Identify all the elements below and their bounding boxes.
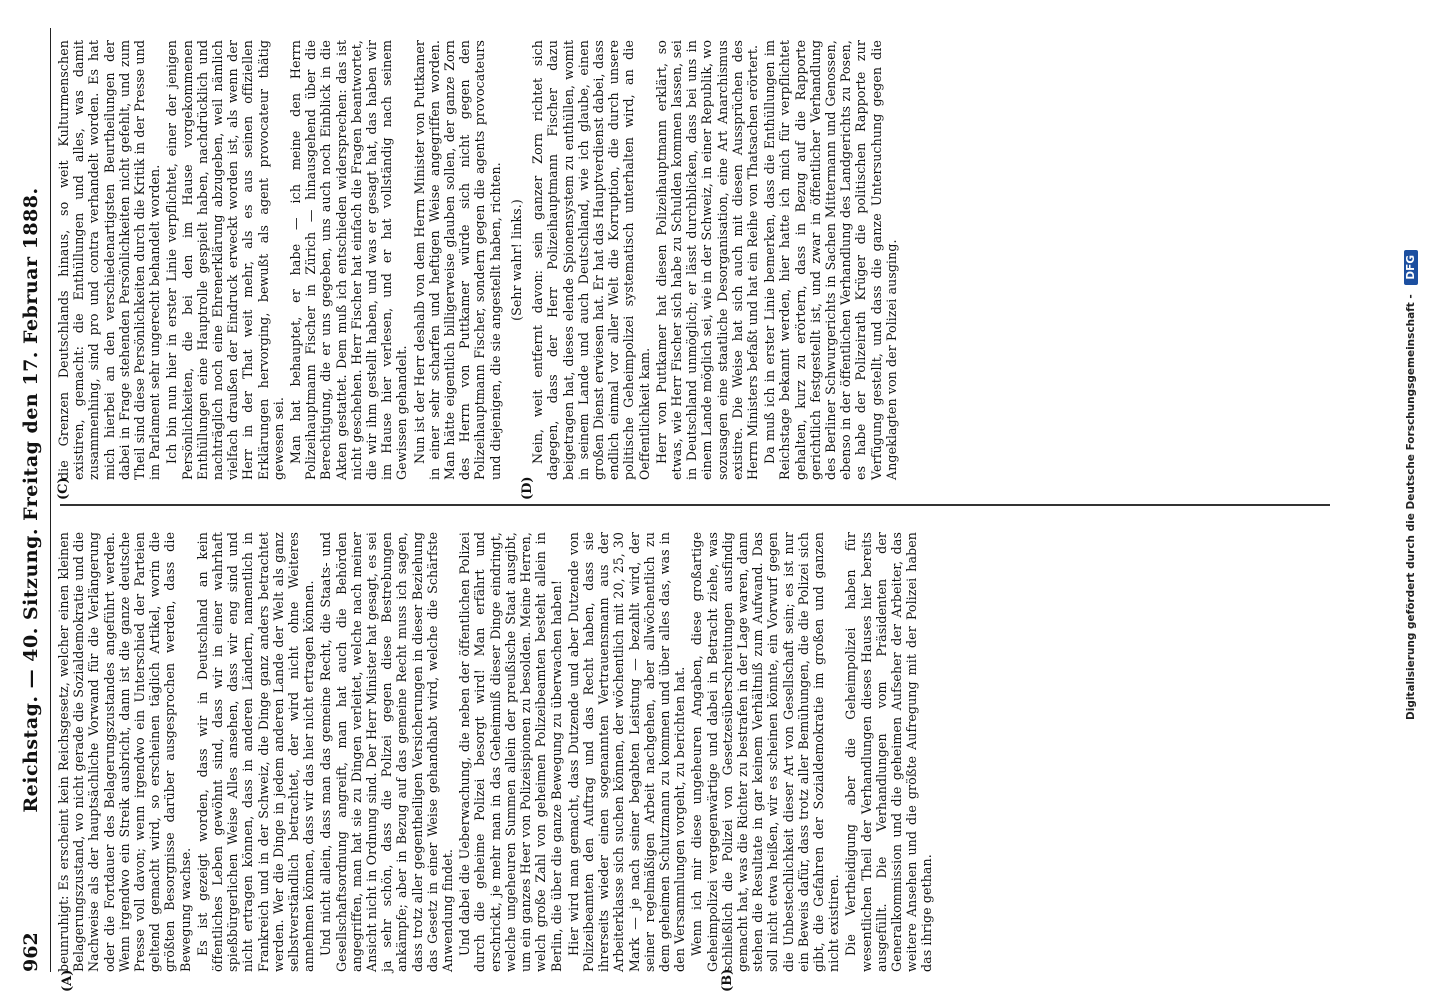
dfg-credit-text: Digitalisierung gefördert durch die Deutsche Forschungsgemeinschaft - (1405, 294, 1417, 720)
page-header (16, 28, 51, 972)
paragraph: die Grenzen Deutschlands hinaus, so weit Kulturmenschen existiren, gemacht: die Enthüllungen und alles, was damit zusammenhing, sind pro und contra verhandelt worden. Es hat mich hierbei an den verschiedenartigsten Beurtheilungen der dabei in Frage stehenden Persönlichkeiten nicht gefehlt, und zum Theil sind diese Persönlichkeiten durch die Kritik in der Presse und im Parlament sehr ungerecht behandelt worden. (56, 40, 163, 480)
paragraph: Herr von Puttkamer hat diesen Polizeihauptmann erklärt, so etwas, wie Herr Fischer sich habe zu Schulden kommen lassen, sei in Deutschland unmöglich; er lässt durchblicken, dass bei uns in einem Lande möglich sei, wie in der Schweiz, in einer Republik, wo sozusagen eine staatliche Desorganisation, eine Art Anarchismus existire. Die Weise hat sich auch mit diesen Aussprüchen des Herrn Ministers befaßt und hat ein Reihe von Thatsachen erörtert. (653, 40, 760, 480)
right-column (56, 40, 901, 480)
margin-marker-b: (B) (720, 968, 735, 992)
paragraph: Und dabei die Ueberwachung, die neben der öffentlichen Polizei durch die geheime Polizei besorgt wird! Man erfährt und erschrickt, je mehr man in das Geheimniß dieser Dinge eindringt, welche ungeheuren Summen allein der preußische Staat ausgibt, um ein ganzes Heer von Polizeispionen zu besolden. Meine Herren, welch große Zahl von geheimen Polizeibeamten besteht allein in Berlin, die über die ganze Bewegung zu überwachen haben! (457, 532, 564, 972)
left-column (56, 532, 937, 972)
paragraph: Hier wird man gemacht, dass Dutzende und aber Dutzende von Polizeibeamten den Auftrag und das Recht haben, dass sie ihrerseits wieder einen sogenannten Vertrauensmann aus der Arbeiterklasse sich suchen können, der wöchentlich mit 20, 25, 30 Mark — je nach seiner begabten Leistung — bezahlt wird, der seiner regelmäßigen Arbeit nachgehen, aber allwöchentlich zu dem geheimen Schutzmann zu kommen und über alles das, was in den Versammlungen vorgeht, zu berichten hat. (565, 532, 688, 972)
paragraph: Nun ist der Herr deshalb von dem Herrn Minister von Puttkamer in einer sehr scharfen und heftigen Weise angegriffen worden. Man hätte eigentlich billigerweise glauben sollen, der ganze Zorn des Herrn von Puttkamer würde sich nicht gegen den Polizeihauptmann Fischer, sondern gegen die agents provocateurs und diejenigen, die sie angestellt haben, richten. (411, 40, 503, 480)
dfg-credit (1404, 0, 1428, 720)
paragraph: Da muß ich in erster Linie bemerken, dass die Enthüllungen im Reichstage bekannt werden, hier hatte ich mich für verpflichtet gehalten, kurz zu erörtern, dass in Bezug auf die Rapporte gerichtlich festgestellt ist, und zwar in öffentlicher Verhandlung des Berliner Schwurgerichts in Sachen Mittermann und Genossen, ebenso in der öffentlichen Verhandlung des Landgerichts zu Posen, es habe der Polizeirath Krüger die politischen Rapporte zur Verfügung gestellt, und dass die ganze Untersuchung gegen die Angeklagten von der Polizei ausging. (762, 40, 899, 480)
dfg-logo: DFG (1404, 250, 1418, 285)
paragraph: Und nicht allein, dass man das gemeine Recht, die Staats- und Gesellschaftsordnung angreift, man hat auch die Behörden angegriffen, man hat sie zu Dingen verleitet, welche nach meiner Ansicht nicht in Ordnung sind. Der Herr Minister hat gesagt, es sei ja sehr schön, dass die Polizei gegen diese Bestrebungen ankämpfe; aber in Bezug auf das gemeine Recht muss ich sagen, dass trotz aller gegentheiligen Versicherungen in dieser Beziehung das Gesetz in einer Weise gehandhabt wird, welche die Schärfste Anwendung findet. (318, 532, 456, 972)
interjection: (Sehr wahr! links.) (508, 199, 524, 321)
paragraph: beunruhigt: Es erscheint kein Reichsgesetz, welcher einen kleinen Belagerungszustand, wo nicht gerade die Sozialdemokratie und die Nachweise als der hauptsächliche Vorwand für die Verlängerung oder die Fortdauer des Belagerungszustandes angeführt werden. Wenn irgendwo ein Streik ausbricht, dann ist die ganze deutsche Presse voll davon; wenn irgendwo ein Unterschied der Parteien geltend gemacht wird, so erscheinen täglich Artikel, worin die größten Besorgnisse darüber ausgesprochen werden, dass die Bewegung wachse. (56, 532, 193, 972)
margin-marker-d: (D) (520, 476, 535, 500)
column-divider (60, 505, 1330, 507)
margin-marker-a: (A) (60, 969, 75, 992)
paragraph: Wenn ich mir diese ungeheuren Angaben, diese großartige Geheimpolizei vergegenwärtige und dabei in Betracht ziehe, was schließlich die Polizei von Gesetzesüberschreitungen ausfindig gemacht hat, was die Richter zu bestrafen in der Lage waren, dann stehen die Resultate in gar keinem Verhältniß zum Aufwand. Das soll nicht etwa heißen, wir es scheinen könnte, ein Vorwurf gegen die Unbestechlichkeit dieser Art von Gesellschaft sein; es ist nur ein Beweis dafür, dass trotz aller Bemühungen, die die Polizei sich gibt, die Gefahren der Sozialdemokratie im großen und ganzen nicht existiren. (689, 532, 842, 972)
margin-marker-c: (C) (56, 477, 71, 500)
paragraph: Ich bin nun hier in erster Linie verpflichtet, einer der jenigen Persönlichkeiten, die bei den im Hause vorgekommenen Enthüllungen eine Hauptrolle gespielt haben, nachdrücklich und nachträglich noch eine Ehrenerklärung abzugeben, weil nämlich vielfach draußen der Eindruck erweckt worden ist, als wenn der Herr in der That weit mehr, als es aus seinen offiziellen Erklärungen hervorging, bewußt als agent provocateur thätig gewesen sei. (164, 40, 286, 480)
paragraph: Es ist gezeigt worden, dass wir in Deutschland an kein öffentliches Leben gewöhnt sind, dass wir in einer wahrhaft spießbürgerlichen Weise Alles ansehen, dass wir eng sind und nicht ertragen können, dass in anderen Ländern, namentlich in Frankreich und in der Schweiz, die Dinge ganz anders betrachtet werden. Wer die Dinge in jedem anderen Lande der Welt als ganz selbstverständlich betrachtet, der wird nicht ohne Weiteres annehmen können, dass wir das hier nicht ertragen können. (194, 532, 317, 972)
paragraph: Die Vertheidigung aber die Geheimpolizei haben für wesentlichen Theil der Verhandlungen dieses Hauses hier bereits ausgefüllt. Die Verhandlungen vom Präsidenten der Generalkommission und die geheimen Aufseher der Arbeiter, das weitere Ansehen und die größte Aufregung mit der Polizei haben das ihrige gethan. (843, 532, 935, 972)
paragraph: Nein, weit entfernt davon: sein ganzer Zorn richtet sich dagegen, dass der Herr Polizeihauptmann Fischer dazu beigetragen hat, dieses elende Spionensystem zu enthüllen, womit in seinem Lande und auch Deutschland, wie ich glaube, einen großen Dienst erwiesen hat. Er hat das Hauptverdienst dabei, dass endlich einmal vor aller Welt die Korruption, die durch unsere politische Geheimpolizei systematisch unterhalten wird, an die Oeffentlichkeit kam. (530, 40, 652, 480)
page-title: Reichstag. — 40. Sitzung. Freitag den 17. Februar 1888. (20, 187, 42, 813)
page-number: 962 (20, 932, 42, 972)
paragraph: Man hat behauptet, er habe — ich meine den Herrn Polizeihauptmann Fischer in Zürich — hinausgehend über die Berechtigung, die er uns gegeben, uns auch noch Einblick in die Akten gestattet. Dem muß ich entschieden widersprechen: das ist nicht geschehen. Herr Fischer hat einfach die Fragen beantwortet, die wir ihm gestellt haben, und was er gesagt hat, das haben wir im Hause hier verlesen, und er hat vollständig nach seinem Gewissen gehandelt. (288, 40, 410, 480)
